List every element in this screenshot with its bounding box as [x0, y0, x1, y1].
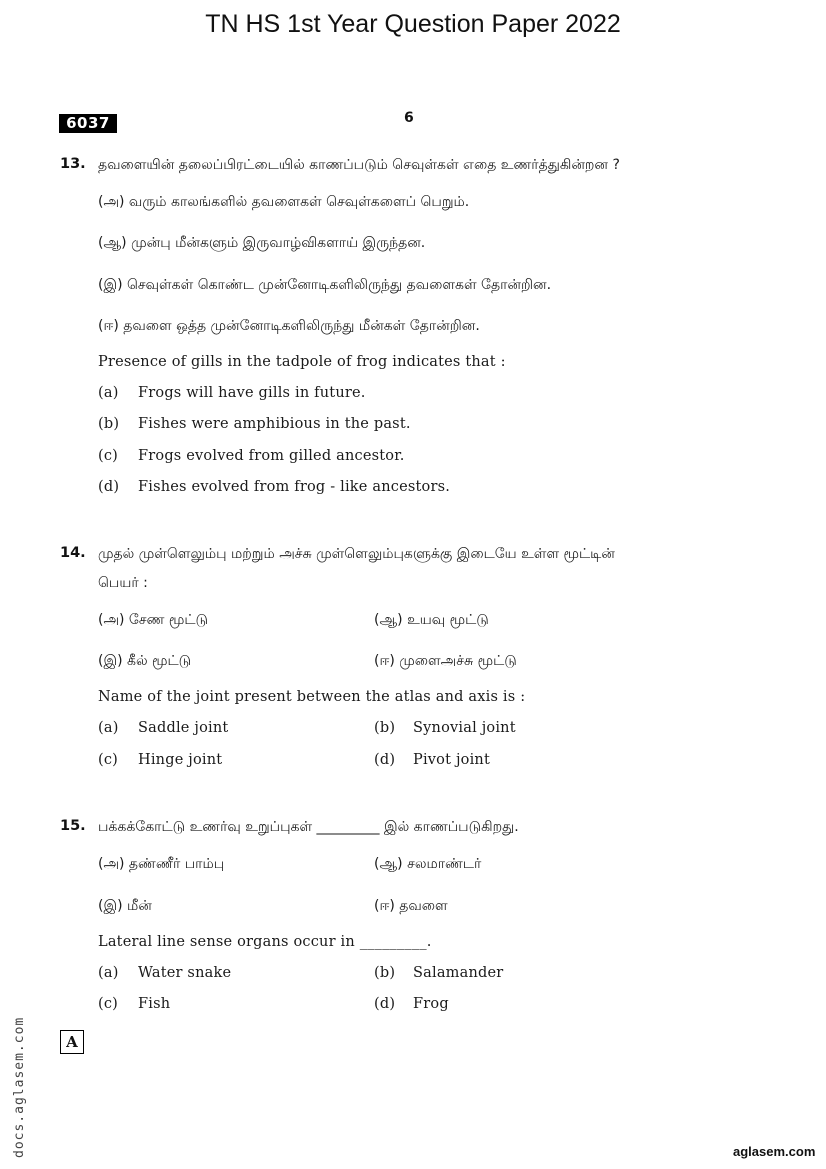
- option-text: Hinge joint: [138, 752, 223, 768]
- booklet-series-box: A: [60, 1030, 84, 1054]
- option-label: (c): [98, 448, 119, 464]
- option-text: Fish: [138, 996, 171, 1012]
- option-text: Pivot joint: [413, 752, 490, 768]
- option-label: (d): [374, 996, 396, 1012]
- option-text: Fishes evolved from frog - like ancestors.: [138, 479, 451, 495]
- option-tamil: (அ) வரும் காலங்களில் தவளைகள் செவுள்களைப் பெறும்.: [98, 194, 470, 210]
- option-label: (a): [98, 965, 119, 981]
- question-stem-tamil: பெயர் :: [98, 575, 148, 591]
- option-label: (c): [98, 996, 119, 1012]
- footer-site-link[interactable]: aglasem.com: [733, 1144, 816, 1159]
- option-label: (b): [98, 416, 120, 432]
- question-stem-tamil: தவளையின் தலைப்பிரட்டையில் காணப்படும் செவுள்கள் எதை உணர்த்துகின்றன ?: [98, 157, 620, 173]
- paper-code-badge: 6037: [59, 114, 117, 133]
- question-stem-english: Lateral line sense organs occur in _________.: [98, 934, 432, 950]
- option-tamil: (இ) மீன்: [98, 898, 152, 914]
- question-stem-tamil: முதல் முள்ளெலும்பு மற்றும் அச்சு முள்ளெலும்புகளுக்கு இடையே உள்ள மூட்டின்: [98, 546, 615, 562]
- option-label: (a): [98, 720, 119, 736]
- option-tamil: (அ) சேண மூட்டு: [98, 612, 209, 628]
- page-number: 6: [404, 110, 414, 126]
- option-label: (a): [98, 385, 119, 401]
- option-text: Water snake: [138, 965, 232, 981]
- option-label: (d): [374, 752, 396, 768]
- option-tamil: (இ) கீல் மூட்டு: [98, 653, 192, 669]
- option-text: Frog: [413, 996, 449, 1012]
- option-label: (b): [374, 720, 396, 736]
- side-watermark-url: docs.aglasem.com: [12, 1016, 27, 1158]
- question-stem-tamil: பக்கக்கோட்டு உணர்வு உறுப்புகள் _________ இல் காணப்படுகிறது.: [98, 819, 519, 835]
- question-stem-english: Presence of gills in the tadpole of frog indicates that :: [98, 354, 506, 370]
- option-tamil: (இ) செவுள்கள் கொண்ட முன்னோடிகளிலிருந்து தவளைகள் தோன்றின.: [98, 277, 552, 293]
- question-stem-english: Name of the joint present between the atlas and axis is :: [98, 689, 526, 705]
- option-tamil: (ஆ) சலமாண்டர்: [374, 856, 482, 872]
- option-text: Frogs will have gills in future.: [138, 385, 366, 401]
- option-label: (c): [98, 752, 119, 768]
- question-number: 13.: [60, 156, 86, 172]
- option-tamil: (ஈ) முளைஅச்சு மூட்டு: [374, 653, 517, 669]
- option-text: Saddle joint: [138, 720, 229, 736]
- question-number: 14.: [60, 545, 86, 561]
- option-tamil: (ஆ) முன்பு மீன்களும் இருவாழ்விகளாய் இருந்தன.: [98, 235, 426, 251]
- option-tamil: (ஈ) தவளை ஒத்த முன்னோடிகளிலிருந்து மீன்கள் தோன்றின.: [98, 318, 480, 334]
- option-text: Fishes were amphibious in the past.: [138, 416, 411, 432]
- question-number: 15.: [60, 818, 86, 834]
- page-title: TN HS 1st Year Question Paper 2022: [205, 10, 621, 38]
- option-label: (b): [374, 965, 396, 981]
- option-label: (d): [98, 479, 120, 495]
- option-text: Synovial joint: [413, 720, 516, 736]
- option-text: Salamander: [413, 965, 504, 981]
- option-tamil: (ஆ) உயவு மூட்டு: [374, 612, 489, 628]
- option-tamil: (அ) தண்ணீர் பாம்பு: [98, 856, 225, 872]
- option-text: Frogs evolved from gilled ancestor.: [138, 448, 405, 464]
- option-tamil: (ஈ) தவளை: [374, 898, 448, 914]
